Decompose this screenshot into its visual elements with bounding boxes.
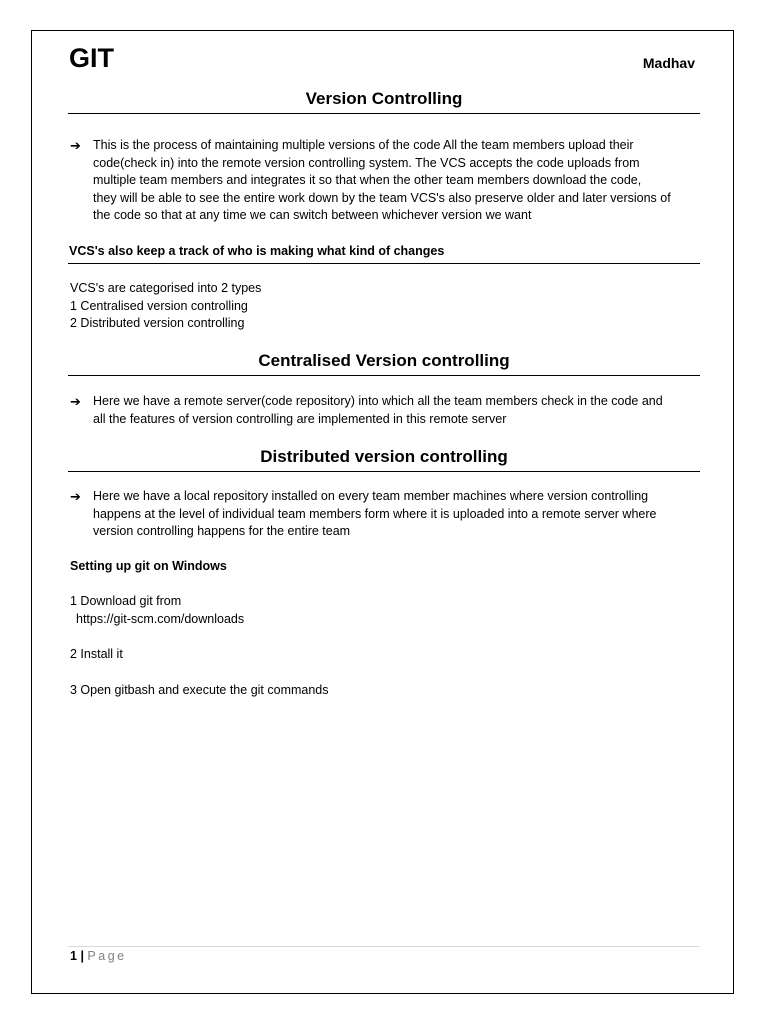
document-title: GIT bbox=[69, 43, 114, 73]
bullet-line: This is the process of maintaining multiple versions of the code All the team members upload their bbox=[93, 138, 634, 152]
bullet-centralised bbox=[70, 393, 700, 428]
bullet-line: Here we have a remote server(code repository) into which all the team members check in the code and bbox=[93, 394, 663, 408]
types-intro: VCS's are categorised into 2 types bbox=[70, 281, 262, 295]
setup-step-3: 3 Open gitbash and execute the git commands bbox=[70, 683, 329, 697]
type-item: 2 Distributed version controlling bbox=[70, 316, 245, 331]
setup-heading: Setting up git on Windows bbox=[70, 559, 227, 573]
heading-centralised: Centralised Version controlling bbox=[68, 350, 700, 376]
setup-step-1: 1 Download git from bbox=[70, 594, 182, 608]
author-name: Madhav bbox=[642, 55, 695, 71]
type-item: 1 Centralised version controlling bbox=[70, 298, 248, 313]
bullet-vcs-description bbox=[70, 137, 700, 225]
heading-version-controlling: Version Controlling bbox=[68, 88, 700, 114]
setup-step-2: 2 Install it bbox=[70, 647, 123, 661]
arrow-icon: ➔ bbox=[70, 489, 81, 504]
bullet-line: Here we have a local repository installed on every team member machines where version controlling bbox=[93, 489, 649, 503]
download-url: https://git-scm.com/downloads bbox=[76, 612, 245, 626]
vcs-types-list bbox=[70, 280, 261, 333]
footer-separator: | bbox=[80, 949, 84, 963]
arrow-icon: ➔ bbox=[70, 138, 81, 153]
footer-divider bbox=[68, 946, 700, 947]
bullet-line: they will be able to see the entire work down by the team VCS's also preserve older and later versions of bbox=[93, 190, 671, 205]
bullet-line: all the features of version controlling are implemented in this remote server bbox=[93, 411, 507, 426]
heading-distributed: Distributed version controlling bbox=[68, 446, 700, 472]
bullet-line: happens at the level of individual team members form where it is uploaded into a remote server where bbox=[93, 506, 657, 521]
subheading-vcs-tracking: VCS's also keep a track of who is making what kind of changes bbox=[68, 243, 700, 264]
page-footer bbox=[70, 948, 127, 965]
page-number: 1 bbox=[70, 949, 77, 963]
bullet-distributed bbox=[70, 488, 700, 541]
bullet-line: code(check in) into the remote version controlling system. The VCS accepts the code uploads from bbox=[93, 155, 640, 170]
bullet-line: the code so that at any time we can switch between whichever version we want bbox=[93, 208, 532, 223]
bullet-line: multiple team members and integrates it so that when the other team members download the code, bbox=[93, 173, 642, 188]
bullet-line: version controlling happens for the entire team bbox=[93, 524, 351, 539]
arrow-icon: ➔ bbox=[70, 394, 81, 409]
page-label: Page bbox=[87, 949, 127, 963]
